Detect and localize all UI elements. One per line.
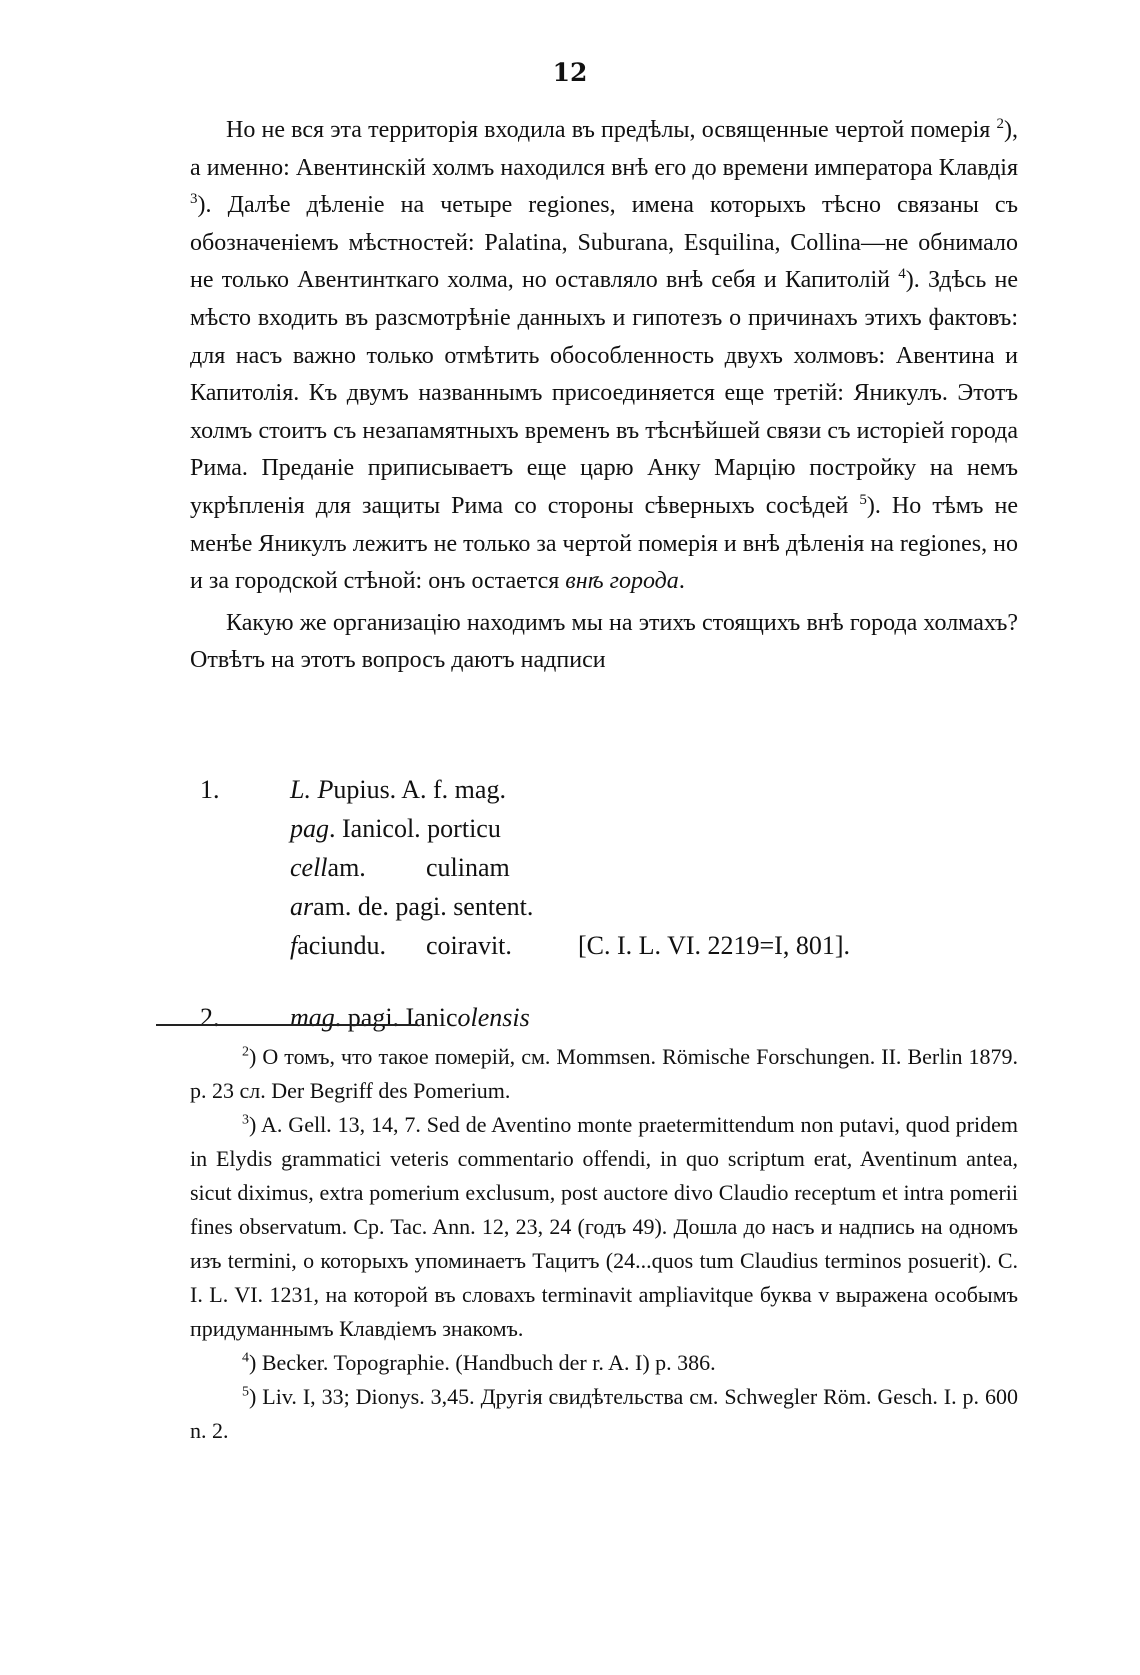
footnote-2: $^2$) О томъ, что такое померій, см. Mommsen. Römische Forschungen. II. Berlin 1879. p. 23 сл. Der Begriff des Pomerium.: [190, 1044, 1018, 1103]
footnote-ref-3: 3: [190, 191, 198, 208]
footnote-ref-4: 4: [898, 266, 906, 283]
inscription-line-col2: culinam: [426, 853, 510, 882]
footnotes: [190, 1040, 1018, 1448]
inscription-number: 1.: [200, 775, 220, 804]
footnote-4: $^4$) Becker. Topographie. (Handbuch der r. A. I) p. 386.: [242, 1350, 716, 1375]
page-number: 12: [552, 58, 588, 87]
inscription-line: L. Pupius. A. f. mag.: [290, 775, 506, 804]
inscription-reference: [C. I. L. VI. 2219=I, 801].: [578, 931, 850, 960]
inscription-line: aram. de. pagi. sentent.: [290, 892, 534, 921]
inscription-line: cellam.: [290, 853, 366, 882]
footnote-ref-5: 5: [859, 491, 867, 508]
inscription-line: mag. pagi. Ianicolensis: [290, 1003, 530, 1032]
inscription-line: pag. Ianicol. porticu: [290, 814, 501, 843]
paragraph-1: Но не вся эта территорія входила въ предѣлы, освященные чертой померія $^2$), а именно: Авентинскій холмъ находился внѣ его до времени императора Клавдія $^3$). Далѣе дѣленіе на четыре regiones, имена которыхъ тѣсно связаны съ обозначеніемъ мѣстностей: Palatina, Suburana, Esquilina, Collina—не обнимало не только Авентинткаго холма, но оставляло внѣ себя и Капитолій $^4$). Здѣсь не мѣсто входить въ разсмотрѣніе данныхъ и гипотезъ о причинахъ этихъ фактовъ: для насъ важно только отмѣтить обособленность двухъ холмовъ: Авентина и Капитолія. Къ двумъ названнымъ присоединяется еще третій: Яникулъ. Этотъ холмъ стоитъ съ незапамятныхъ временъ въ тѣснѣйшей связи съ исторіей города Рима. Преданіе приписываетъ еще царю Анку Марцію постройку на немъ укрѣпленія для защиты Рима со стороны сѣверныхъ сосѣдей $^5$). Но тѣмъ не менѣе Яникулъ лежитъ не только за чертой померія и внѣ дѣленія на regiones, но и за городской стѣной: онъ остается внѣ города.: [190, 116, 1018, 595]
main-text: [190, 112, 1018, 680]
footnote-ref-2: 2: [996, 116, 1004, 132]
footnote-3: $^3$) A. Gell. 13, 14, 7. Sed de Aventino monte praetermittendum non putavi, quod pridem in Elydis grammatici veteris commentario offendi, in quo scriptum erat, Aventinum antea, sicut diximus, extra pomerium exclusum, post auctore divo Claudio receptum et intra pomerii fines observatum. Cp. Tac. Ann. 12, 23, 24 (годъ 49). Дошла до насъ и надпись на одномъ изъ termini, о которыхъ упоминаетъ Тацитъ (24...quos tum Claudius terminos posuerit). C. I. L. VI. 1231, на которой въ словахъ terminavit ampliavitque буква v выражена особымъ придуманнымъ Клавдіемъ знакомъ.: [190, 1112, 1018, 1341]
inscription-number: 2.: [200, 1003, 220, 1032]
inscription-line-col2: coiravit.: [426, 931, 512, 960]
emphasis: внѣ города: [565, 568, 679, 595]
footnote-divider: [156, 1024, 418, 1026]
paragraph-2: Какую же организацію находимъ мы на этихъ стоящихъ внѣ города холмахъ? Отвѣтъ на этотъ вопросъ даютъ надписи: [190, 609, 1018, 674]
inscription-line: faciundu.: [290, 931, 387, 960]
footnote-5: $^5$) Liv. I, 33; Dionys. 3,45. Другія свидѣтельства см. Schwegler Röm. Gesch. I. p. 600 n. 2.: [190, 1384, 1018, 1443]
